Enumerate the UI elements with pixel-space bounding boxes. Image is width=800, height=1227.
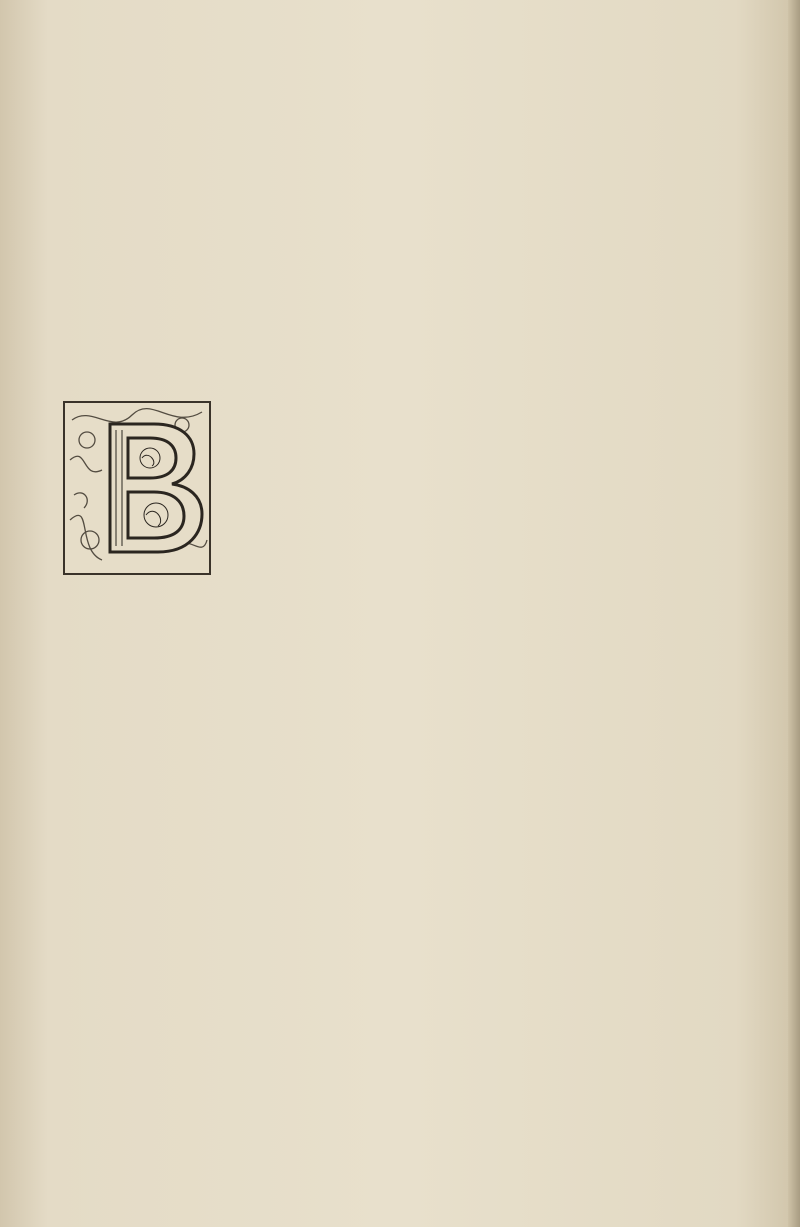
decorated-initial [62,400,212,576]
decorated-initial-b-icon [62,400,212,576]
page-edge [788,0,800,1227]
